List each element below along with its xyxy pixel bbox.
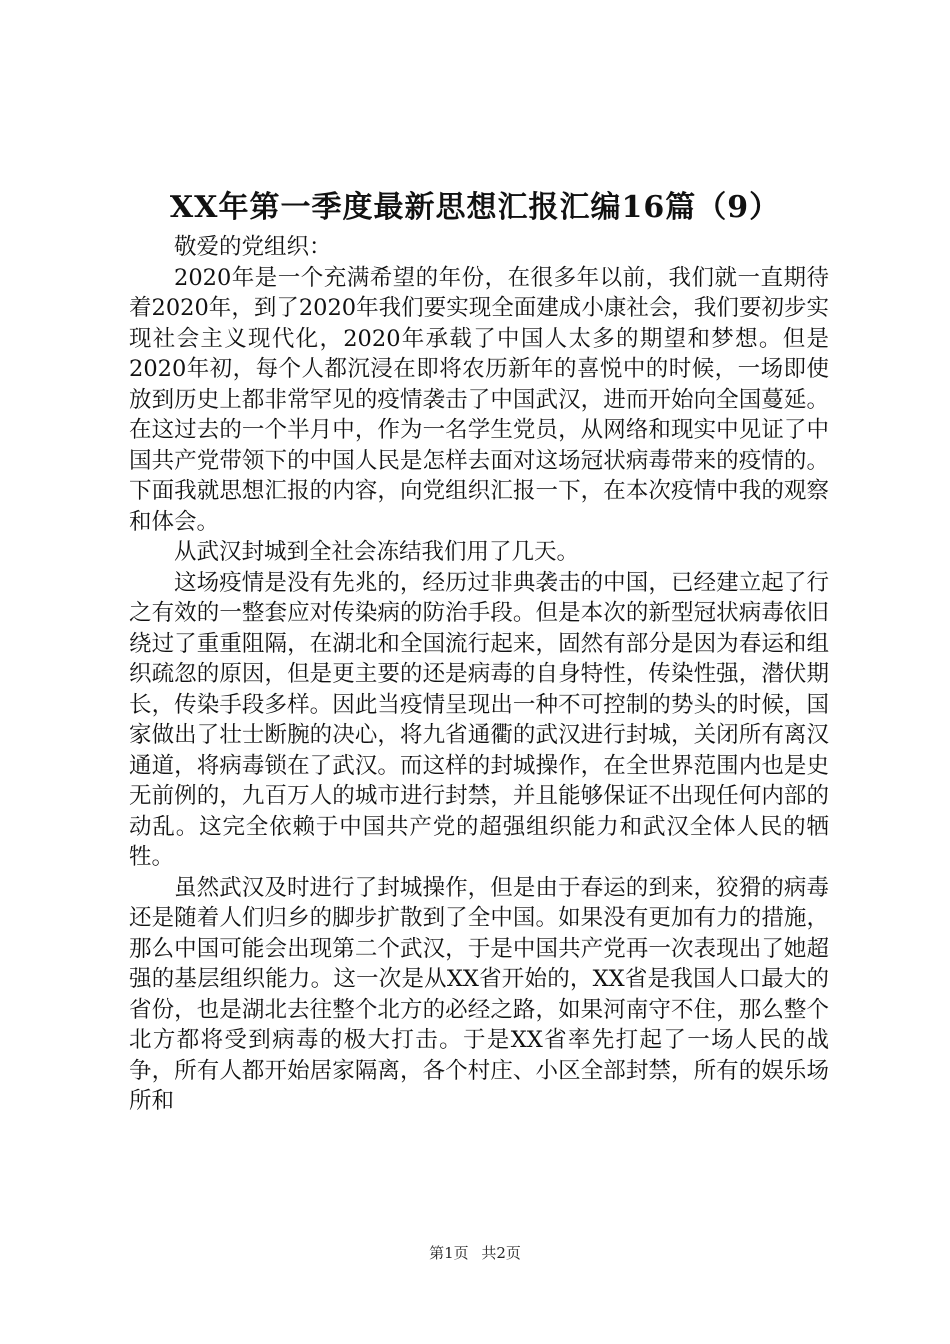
body-paragraph: 虽然武汉及时进行了封城操作，但是由于春运的到来，狡猾的病毒还是随着人们归乡的脚步扩散到了全中国。如果没有更加有力的措施，那么中国可能会出现第二个武汉，于是中国共产党再一次表现出了她超强的基层组织能力。这一次是从XX省开始的，XX省是我国人口最大的省份，也是湖北去往整个北方的必经之路，如果河南守不住，那么整个北方都将受到病毒的极大打击。于是XX省率先打起了一场人民的战争，所有人都开始居家隔离，各个村庄、小区全部封禁，所有的娱乐场所和 [129,874,829,1114]
document-body [129,232,829,1117]
body-paragraph: 从武汉封城到全社会冻结我们用了几天。 [174,539,580,565]
greeting-line: 敬爱的党组织： [174,234,332,260]
page-number: 第1页 [429,1244,469,1262]
body-paragraph: 这场疫情是没有先兆的，经历过非典袭击的中国，已经建立起了行之有效的一整套应对传染病的防治手段。但是本次的新型冠状病毒依旧绕过了重重阻隔，在湖北和全国流行起来，固然有部分是因为春运和组织疏忽的原因，但是更主要的还是病毒的自身特性，传染性强，潜伏期长，传染手段多样。因此当疫情呈现出一种不可控制的势头的时候，国家做出了壮士断腕的决心，将九省通衢的武汉进行封城，关闭所有离汉通道，将病毒锁在了武汉。而这样的封城操作，在全世界范围内也是史无前例的，九百万人的城市进行封禁，并且能够保证不出现任何内部的动乱。这完全依赖于中国共产党的超强组织能力和武汉全体人民的牺牲。 [129,569,829,870]
body-paragraph: 2020年是一个充满希望的年份，在很多年以前，我们就一直期待着2020年，到了2020年我们要实现全面建成小康社会，我们要初步实现社会主义现代化，2020年承载了中国人太多的期望和梦想。但是2020年初，每个人都沉浸在即将农历新年的喜悦中的时候，一场即使放到历史上都非常罕见的疫情袭击了中国武汉，进而开始向全国蔓延。在这过去的一个半月中，作为一名学生党员，从网络和现实中见证了中国共产党带领下的中国人民是怎样去面对这场冠状病毒带来的疫情的。下面我就思想汇报的内容，向党组织汇报一下，在本次疫情中我的观察和体会。 [129,264,829,535]
page-footer [0,1243,950,1263]
document-title: XX年第一季度最新思想汇报汇编16篇（9） [169,190,781,225]
page-total: 共2页 [481,1244,521,1262]
